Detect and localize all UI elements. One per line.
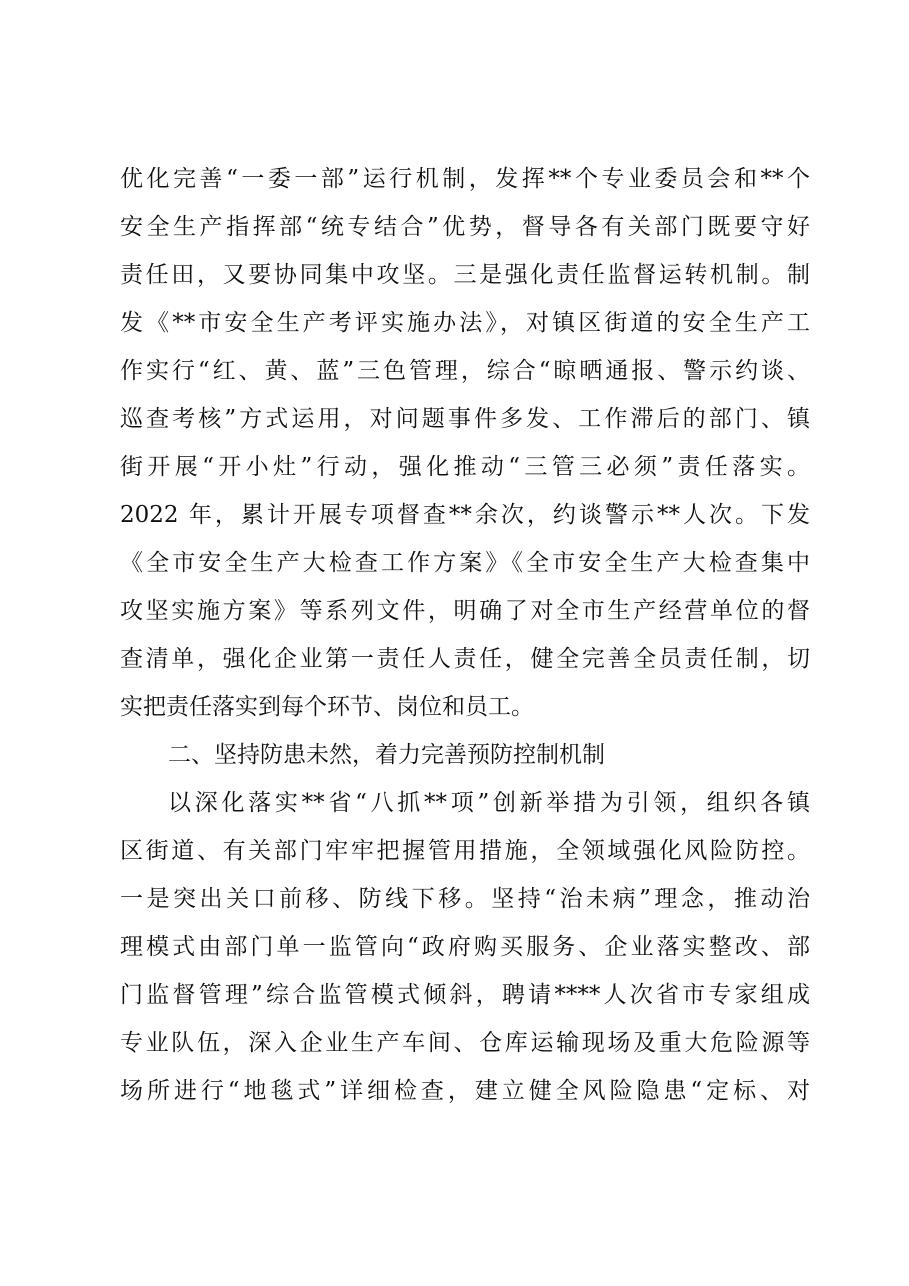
text-line: 优化完善“一委一部”运行机制，发挥**个专业委员会和**个 [120, 166, 810, 192]
text-line: 区街道、有关部门牢牢把握管用措施，全领域强化风险防控。 [120, 838, 810, 864]
text-line: 理模式由部门单一监管向“政府购买服务、企业落实整改、部 [120, 934, 810, 960]
text-line: 街开展“开小灶”行动，强化推动“三管三必须”责任落实。 [120, 454, 810, 480]
text-line: 巡查考核”方式运用，对问题事件多发、工作滞后的部门、镇 [120, 406, 810, 432]
text-line: 场所进行“地毯式”详细检查，建立健全风险隐患“定标、对 [120, 1078, 810, 1104]
text-line: 责任田，又要协同集中攻坚。三是强化责任监督运转机制。制 [120, 262, 810, 288]
text-line: 安全生产指挥部“统专结合”优势，督导各有关部门既要守好 [120, 214, 810, 240]
text-line: 实把责任落实到每个环节、岗位和员工。 [120, 694, 534, 720]
text-line: 攻坚实施方案》等系列文件，明确了对全市生产经营单位的督 [120, 598, 810, 624]
text-line: 发《**市安全生产考评实施办法》，对镇区街道的安全生产工 [120, 310, 810, 336]
text-line: 专业队伍，深入企业生产车间、仓库运输现场及重大危险源等 [120, 1030, 810, 1056]
text-line: 查清单，强化企业第一责任人责任，健全完善全员责任制，切 [120, 646, 810, 672]
text-line: 以深化落实**省“八抓**项”创新举措为引领，组织各镇 [168, 790, 810, 816]
text-line: 《全市安全生产大检查工作方案》《全市安全生产大检查集中 [120, 550, 810, 576]
section-heading: 二、坚持防患未然，着力完善预防控制机制 [168, 742, 605, 768]
text-line: 作实行“红、黄、蓝”三色管理，综合“晾晒通报、警示约谈、 [120, 358, 810, 384]
text-line: 2022 年，累计开展专项督查**余次，约谈警示**人次。下发 [120, 502, 810, 528]
text-line: 门监督管理”综合监管模式倾斜，聘请****人次省市专家组成 [120, 982, 810, 1008]
text-line: 一是突出关口前移、防线下移。坚持“治未病”理念，推动治 [120, 886, 810, 912]
